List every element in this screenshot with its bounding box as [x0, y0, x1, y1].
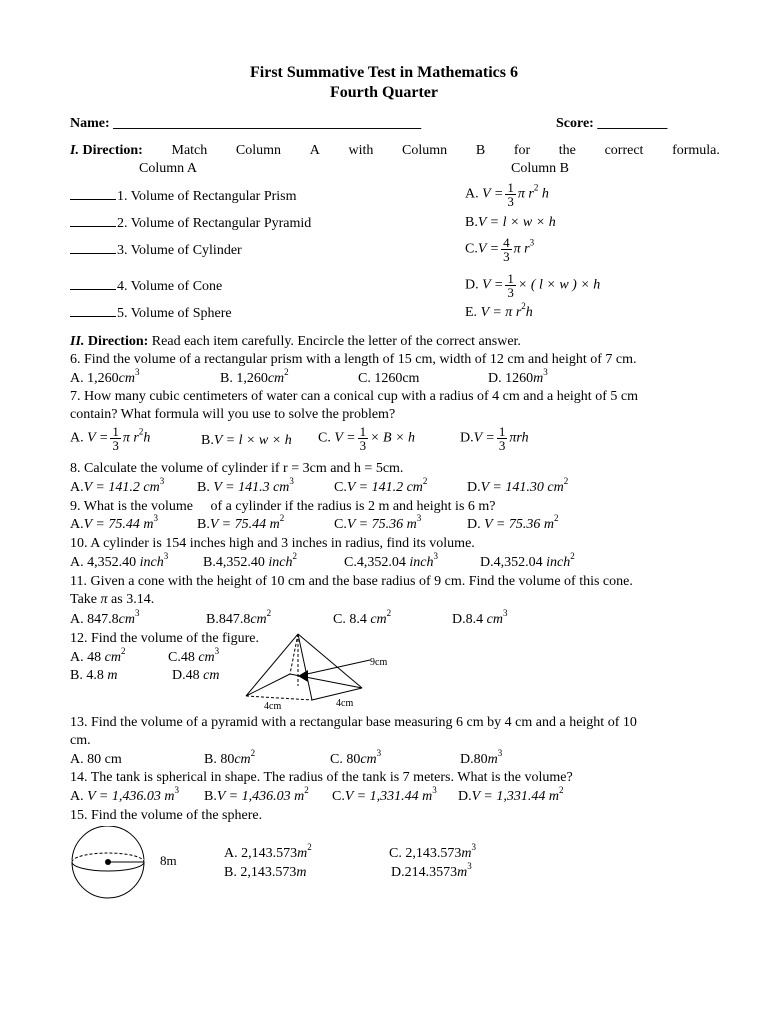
q9-option-a[interactable]: A.V = 75.44 $m^3$: [70, 513, 158, 532]
q12-option-d[interactable]: D.48 cm: [172, 668, 220, 683]
formula-a: A. V = $\frac{1}{3}$ π $r^2$ h: [465, 180, 549, 209]
column-a-item: [70, 277, 222, 296]
question-13-line1: 13. Find the volume of a pyramid with a rectangular base measuring 6 cm by 4 cm and a height of 10: [70, 715, 637, 730]
q9-option-d[interactable]: D. V = 75.36 $m^2$: [467, 513, 559, 532]
q11-option-a[interactable]: A. $847.8cm^3$: [70, 608, 140, 627]
q11-option-d[interactable]: D.8.4 $cm^3$: [452, 608, 508, 627]
q6-option-c[interactable]: C. 1260cm: [358, 371, 420, 386]
question-12: 12. Find the volume of the figure.: [70, 631, 259, 646]
q10-option-c[interactable]: C.4,352.04 inch$^3$: [344, 551, 438, 570]
dir-word: Column: [235, 143, 282, 158]
dir-word: the: [558, 143, 576, 158]
q6-option-d[interactable]: D. $1260m^3$: [488, 367, 548, 386]
question-11-line1: 11. Given a cone with the height of 10 cm and the base radius of 9 cm. Find the volume of this cone.: [70, 574, 633, 589]
q8-option-b[interactable]: B. V = 141.3 $cm^3$: [197, 476, 294, 495]
q14-option-b[interactable]: B.V = 1,436.03 $m^2$: [204, 785, 309, 804]
dir-word: Match: [171, 143, 208, 158]
score-line: __________: [597, 116, 668, 131]
q7-option-c[interactable]: C. V = $\frac{1}{3}$ × B × h: [318, 424, 416, 453]
formula-b: B.V = l × w × h: [465, 215, 556, 230]
question-7-line2: contain? What formula will you use to solve the problem?: [70, 407, 396, 422]
question-10: 10. A cylinder is 154 inches high and 3 inches in radius, find its volume.: [70, 536, 475, 551]
item-text: 5. Volume of Sphere: [117, 306, 232, 321]
column-b-header: Column B: [511, 161, 569, 176]
q14-option-c[interactable]: C.V = 1,331.44 $m^3$: [332, 785, 437, 804]
test-subtitle: Fourth Quarter: [330, 84, 438, 101]
fig12-label-9cm: 9cm: [370, 657, 388, 668]
answer-blank[interactable]: [70, 277, 116, 290]
answer-blank[interactable]: [70, 241, 116, 254]
question-9: 9. What is the volume of a cylinder if the radius is 2 m and height is 6 m?: [70, 499, 496, 514]
dir-word: A: [309, 143, 320, 158]
formula-d: D. V = $\frac{1}{3}$ × ( l × w ) × h: [465, 271, 601, 300]
score-field: [556, 115, 667, 133]
question-7-line1: 7. How many cubic centimeters of water can a conical cup with a radius of 4 cm and a height of 5 cm: [70, 389, 638, 404]
q13-option-b[interactable]: B. $80cm^2$: [204, 748, 256, 767]
fig15-label-8m: 8m: [160, 853, 177, 868]
q12-option-b[interactable]: B. 4.8 m: [70, 668, 118, 683]
dir-word: formula.: [672, 143, 720, 158]
item-text: 4. Volume of Cone: [117, 279, 223, 294]
q14-option-d[interactable]: D.V = 1,331.44 $m^2$: [458, 785, 564, 804]
formula-c: C.V = $\frac{4}{3}$ π $r^3$: [465, 235, 535, 264]
answer-blank[interactable]: [70, 214, 116, 227]
q11-option-c[interactable]: C. 8.4 $cm^2$: [333, 608, 392, 627]
dir-word: correct: [604, 143, 644, 158]
fig12-label-4cm-b: 4cm: [336, 698, 354, 709]
question-8: 8. Calculate the volume of cylinder if r = 3cm and h = 5cm.: [70, 461, 404, 476]
q9-option-b[interactable]: B.V = 75.44 $m^2$: [197, 513, 285, 532]
part1-roman: I.: [70, 143, 79, 158]
item-text: 3. Volume of Cylinder: [117, 243, 242, 258]
name-field: [70, 115, 421, 133]
q12-option-c[interactable]: C.48 $cm^3$: [168, 646, 220, 665]
q6-option-a[interactable]: A. $1,260cm^3$: [70, 367, 140, 386]
column-a-item: [70, 241, 242, 260]
formula-e: E. V = π $r^2h$: [465, 301, 533, 320]
part1-direction-label: Direction:: [82, 143, 143, 158]
column-a-item: [70, 187, 297, 206]
pyramid-figure: [238, 630, 418, 714]
q12-option-a[interactable]: A. 48 $cm^2$: [70, 646, 126, 665]
q7-option-a[interactable]: A. V = $\frac{1}{3}$ π $r^2h$: [70, 424, 151, 453]
dir-word: for: [513, 143, 531, 158]
q10-option-d[interactable]: D.4,352.04 inch$^2$: [480, 551, 575, 570]
name-label: Name:: [70, 116, 110, 131]
column-a-item: [70, 304, 232, 323]
q15-option-a[interactable]: A. $2,143.573m^2$: [224, 842, 312, 861]
q15-option-c[interactable]: C. $2,143.573m^3$: [389, 842, 476, 861]
question-14: 14. The tank is spherical in shape. The radius of the tank is 7 meters. What is the volume?: [70, 770, 573, 785]
q10-option-b[interactable]: B.4,352.40 inch$^2$: [203, 551, 297, 570]
test-title: First Summative Test in Mathematics 6: [250, 64, 518, 81]
q15-option-d[interactable]: $D.214.3573m^3$: [391, 861, 472, 880]
part1-direction: [70, 142, 720, 160]
answer-blank[interactable]: [70, 187, 116, 200]
dir-word: B: [475, 143, 486, 158]
q6-option-b[interactable]: B. $1,260cm^2$: [220, 367, 289, 386]
q14-option-a[interactable]: A. V = 1,436.03 $m^3$: [70, 785, 179, 804]
question-13-line2: cm.: [70, 733, 91, 748]
q13-option-d[interactable]: $D.80m^3$: [460, 748, 503, 767]
question-6: 6. Find the volume of a rectangular prism with a length of 15 cm, width of 12 cm and height of 7 cm.: [70, 352, 637, 367]
column-a-header: Column A: [139, 161, 197, 176]
column-a-item: [70, 214, 311, 233]
part2-direction: II. Direction: Read each item carefully. Encircle the letter of the correct answer.: [70, 334, 521, 349]
item-text: 1. Volume of Rectangular Prism: [117, 189, 297, 204]
q15-option-b[interactable]: B. 2,143.573m: [224, 865, 307, 880]
q11-option-b[interactable]: $B.847.8cm^2$: [206, 608, 272, 627]
q7-option-b[interactable]: B.V = l × w × h: [201, 433, 292, 448]
q8-option-d[interactable]: D.V = 141.30 $cm^2$: [467, 476, 569, 495]
dir-word: Column: [402, 143, 448, 158]
q13-option-c[interactable]: C. $80cm^3$: [330, 748, 382, 767]
q8-option-a[interactable]: A.V = 141.2 $cm^3$: [70, 476, 165, 495]
fig12-label-4cm-a: 4cm: [264, 701, 282, 712]
q8-option-c[interactable]: C.V = 141.2 $cm^2$: [334, 476, 428, 495]
q7-option-d[interactable]: D.V = $\frac{1}{3}$ πrh: [460, 424, 529, 453]
question-15: 15. Find the volume of the sphere.: [70, 808, 263, 823]
answer-blank[interactable]: [70, 304, 116, 317]
name-line: ____________________________________________: [113, 116, 422, 131]
dir-word: with: [348, 143, 374, 158]
score-label: Score:: [556, 116, 594, 131]
item-text: 2. Volume of Rectangular Pyramid: [117, 216, 312, 231]
q9-option-c[interactable]: C.V = 75.36 $m^3$: [334, 513, 422, 532]
q10-option-a[interactable]: A. 4,352.40 inch$^3$: [70, 551, 169, 570]
question-11-line2: Take π as 3.14.: [70, 592, 155, 607]
sphere-figure: [66, 826, 190, 902]
q13-option-a[interactable]: A. 80 cm: [70, 752, 122, 767]
